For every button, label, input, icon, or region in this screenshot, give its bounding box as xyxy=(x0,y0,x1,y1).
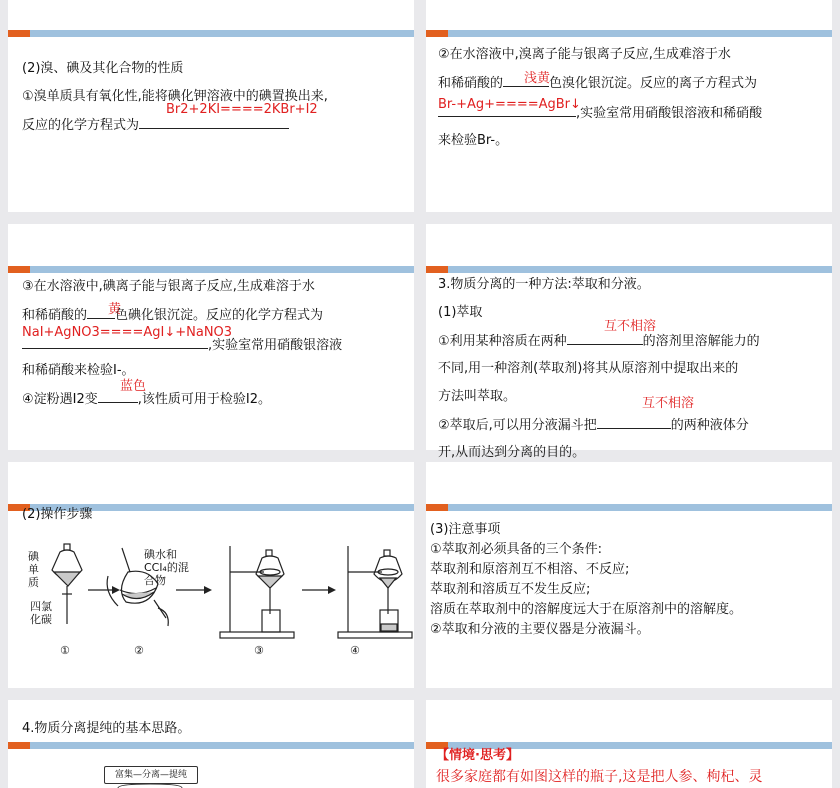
slide-heading: (2)操作步骤 xyxy=(22,507,93,522)
step-number: ③ xyxy=(254,644,264,657)
text-line xyxy=(438,412,749,439)
text-fragment: 色碘化银沉淀。反应的化学方程式为 xyxy=(115,308,324,323)
text-line: 很多家庭都有如图这样的瓶子,这是把人参、枸杞、灵 xyxy=(436,769,763,785)
text-line xyxy=(438,328,760,355)
answer-text: 浅黄 xyxy=(524,71,551,86)
slide-header-bar xyxy=(8,266,414,273)
slide-heading: 4.物质分离提纯的基本思路。 xyxy=(22,721,191,736)
text-fragment: ,实验室常用硝酸银溶液和稀硝酸 xyxy=(576,106,763,121)
text-line: (1)萃取 xyxy=(438,305,483,320)
text-line: ②在水溶液中,溴离子能与银离子反应,生成难溶于水 xyxy=(438,47,731,62)
step-number: ④ xyxy=(350,644,360,657)
text-line: 3.物质分离的一种方法:萃取和分液。 xyxy=(438,277,650,292)
text-line: (3)注意事项 xyxy=(430,522,501,537)
slide-iodide-silver xyxy=(8,224,414,450)
text-fragment: ②萃取后,可以用分液漏斗把 xyxy=(438,418,597,433)
text-line: ①萃取剂必须具备的三个条件: xyxy=(430,542,603,557)
text-line: 来检验Br-。 xyxy=(438,133,509,148)
text-fragment: ,该性质可用于检验I2。 xyxy=(137,392,272,407)
text-fragment: 色溴化银沉淀。反应的离子方程式为 xyxy=(549,76,758,91)
text-fragment: ,实验室常用硝酸银溶液 xyxy=(208,338,343,353)
ring-stand-step4 xyxy=(338,546,412,638)
ring-stand-step3 xyxy=(220,546,294,638)
label-mixture: 碘水和CCl₄的混合物 xyxy=(144,548,189,587)
slide-heading: (2)溴、碘及其化合物的性质 xyxy=(22,61,184,76)
text-line: 方法叫萃取。 xyxy=(438,389,517,404)
flow-connector xyxy=(8,700,414,788)
text-line: ③在水溶液中,碘离子能与银离子反应,生成难溶于水 xyxy=(22,279,315,294)
answer-text: 互不相溶 xyxy=(642,396,695,411)
answer-text: Br-+Ag+====AgBr↓ xyxy=(438,97,581,112)
answer-text: Br2+2KI====2KBr+I2 xyxy=(166,102,318,117)
label-iodine: 碘单质 xyxy=(28,550,39,589)
separatory-funnel-step2 xyxy=(107,548,168,626)
slide-bromine-properties xyxy=(8,0,414,212)
label-ccl4: 四氯化碳 xyxy=(30,600,52,626)
text-fragment: 和稀硝酸的 xyxy=(22,308,88,323)
slide-bromide-silver xyxy=(426,0,832,212)
text-line: 萃取剂和溶质互不发生反应; xyxy=(430,582,591,597)
answer-text: 蓝色 xyxy=(120,379,147,394)
text-line xyxy=(438,70,757,97)
step-number: ② xyxy=(134,644,144,657)
answer-text: 互不相溶 xyxy=(604,319,657,334)
text-line: 溶质在萃取剂中的溶解度远大于在原溶剂中的溶解度。 xyxy=(430,602,743,617)
text-fragment: ④淀粉遇I2变 xyxy=(22,392,98,407)
text-fragment: 和稀硝酸的 xyxy=(438,76,504,91)
slide-extraction-method xyxy=(426,224,832,460)
answer-text: 黄 xyxy=(108,302,122,317)
answer-blank xyxy=(438,100,576,117)
text-line xyxy=(22,332,342,359)
text-line xyxy=(438,100,762,127)
text-line: 开,从而达到分离的目的。 xyxy=(438,445,586,460)
separatory-funnel-step1 xyxy=(52,544,82,624)
text-line: 和稀硝酸来检验I-。 xyxy=(22,363,135,378)
flow-box-label: 富集—分离—提纯 xyxy=(114,770,187,780)
slide-separation-approach xyxy=(8,700,414,788)
text-fragment: 的两种液体分 xyxy=(670,418,749,433)
slide-header-bar xyxy=(8,30,414,37)
text-line: 不同,用一种溶剂(萃取剂)将其从原溶剂中提取出来的 xyxy=(438,361,739,376)
step-number: ① xyxy=(60,644,70,657)
answer-blank xyxy=(597,412,671,429)
slide-context-thinking xyxy=(426,700,832,788)
text-fragment: 的溶剂里溶解能力的 xyxy=(642,334,760,349)
text-line: ②萃取和分液的主要仪器是分液漏斗。 xyxy=(430,622,650,637)
slide-precautions xyxy=(426,462,832,688)
text-line: ①溴单质具有氧化性,能将碘化钾溶液中的碘置换出来, xyxy=(22,89,328,104)
text-line xyxy=(22,386,271,413)
text-fragment: ①利用某种溶质在两种 xyxy=(438,334,567,349)
answer-text: NaI+AgNO3====AgI↓+NaNO3 xyxy=(22,325,233,340)
text-line: 萃取剂和原溶剂互不相溶、不反应; xyxy=(430,562,630,577)
slide-header-bar xyxy=(426,504,832,511)
context-tag: 【情境·思考】 xyxy=(436,748,519,763)
text-fragment: 反应的化学方程式为 xyxy=(22,118,140,133)
slide-operation-steps xyxy=(8,462,414,688)
slide-header-bar xyxy=(426,30,832,37)
answer-blank xyxy=(22,332,208,349)
